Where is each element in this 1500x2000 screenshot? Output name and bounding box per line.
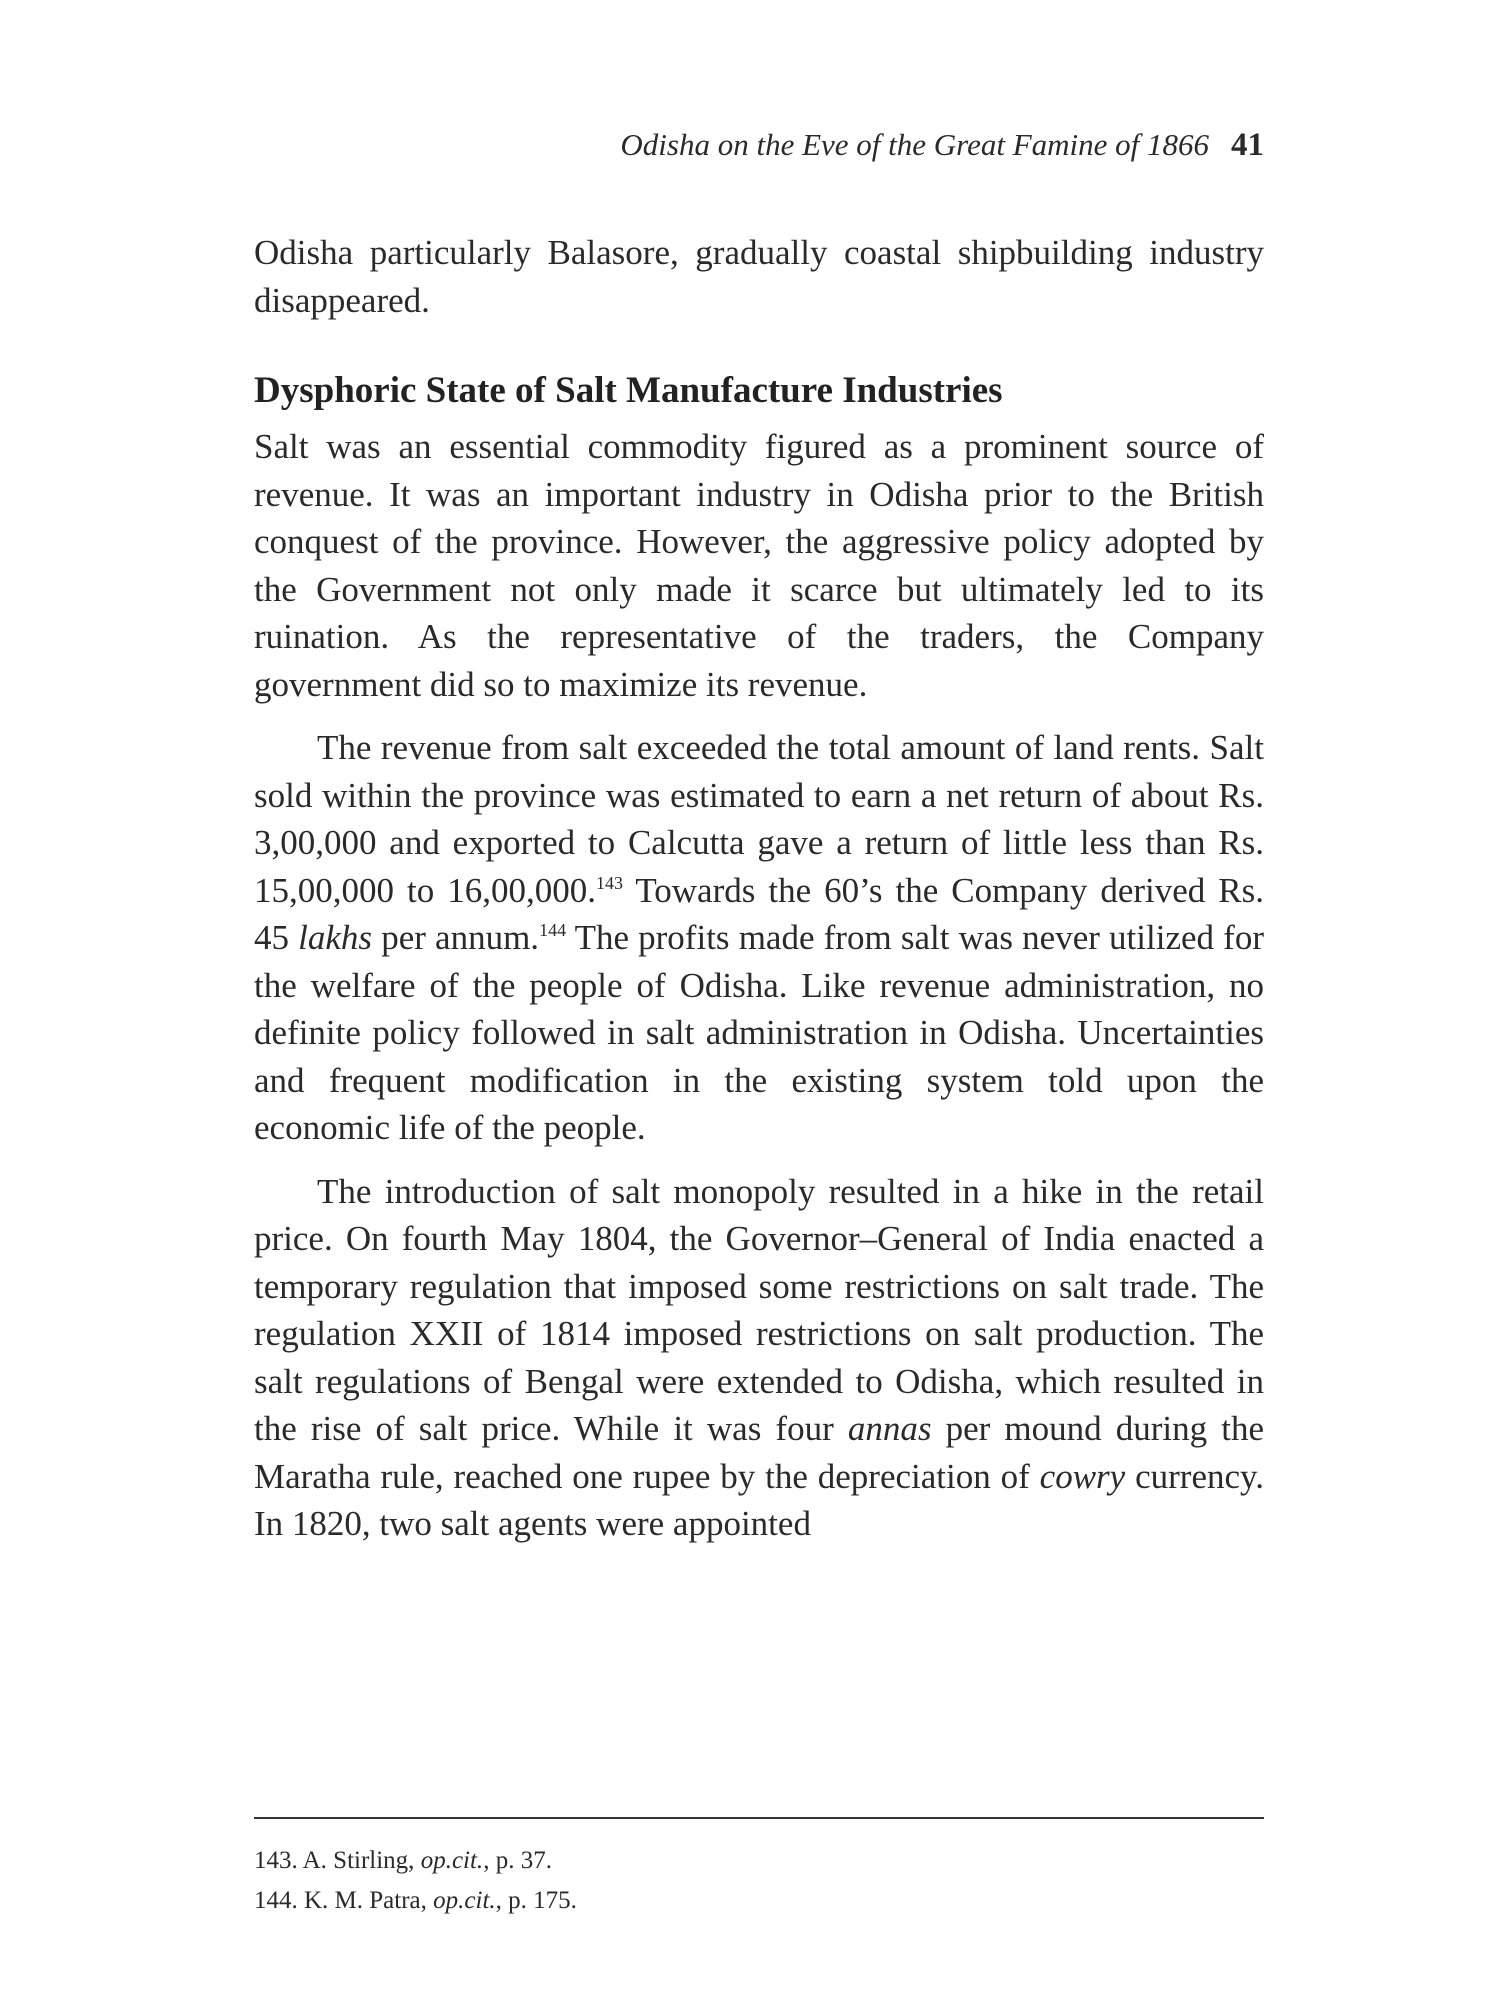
running-header (254, 125, 1264, 165)
footnote-143 (254, 1841, 1264, 1881)
paragraph-2-italic-lakhs: lakhs (298, 918, 373, 957)
footnote-ref-143: 143 (595, 872, 623, 893)
paragraph-2-text-a: The revenue from salt exceeded the total amount of land rents. Salt sold within the province was estimated to earn a net return of about Rs. 3,00,000 and exported to Calcutta gave a return of little less than Rs. 15,00,000 to 16,00,000. (254, 728, 1264, 910)
paragraph-1: Salt was an essential commodity figured as a prominent source of revenue. It was an important industry in Odisha prior to the British conquest of the province. However, the aggressive policy adopted by the Government not only made it scarce but ultimately led to its ruination. As the representative of the traders, the Company government did so to maximize its revenue. (254, 427, 1264, 704)
paragraph-3-text-b: per mound during the Maratha rule, reached one rupee by the depreciation of (254, 1409, 1264, 1496)
footnote-143-text: 143. A. Stirling, (254, 1847, 421, 1874)
footnotes (254, 1817, 1264, 1921)
paragraph-3-text-a: The introduction of salt monopoly resulted in a hike in the retail price. On fourth May 1804, the Governor–General of India enacted a temporary regulation that imposed some restrictions on salt trade. The regulation XXII of 1814 imposed restrictions on salt production. The salt regulations of Bengal were extended to Odisha, which resulted in the rise of salt price. While it was four (254, 1171, 1264, 1448)
paragraph-2-text-b: Towards the 60’s the Company derived Rs. 45 (254, 870, 1264, 957)
paragraph-3-italic-cowry: cowry (1039, 1456, 1126, 1496)
footnote-144-text: 144. K. M. Patra, (254, 1887, 434, 1914)
page-content (254, 125, 1264, 1548)
paragraph-3-text-c: currency. In 1820, two salt agents were appointed (254, 1456, 1264, 1543)
footnote-143-page: , p. 37. (483, 1847, 552, 1874)
paragraph-2 (254, 724, 1264, 1152)
paragraph-3-italic-annas: annas (847, 1409, 932, 1448)
footnote-143-italic: op.cit. (420, 1847, 484, 1874)
paragraph-3 (254, 1168, 1264, 1548)
page-number: 41 (1231, 127, 1264, 163)
footnote-144-page: , p. 175. (495, 1887, 577, 1914)
continued-paragraph: Odisha particularly Balasore, gradually coastal shipbuilding industry disappeared. (254, 233, 1264, 320)
running-header-title: Odisha on the Eve of the Great Famine of 1866 (620, 127, 1209, 162)
footnote-ref-144: 144 (539, 920, 567, 940)
paragraph-2-text-d: The profits made from salt was never utilized for the welfare of the people of Odisha. Like revenue administration, no definite policy followed in salt administration in Odisha. Uncertainties and frequent modification in the existing system told upon the economic life of the people. (254, 918, 1264, 1147)
footnote-144 (254, 1881, 1264, 1921)
footnote-144-italic: op.cit. (433, 1887, 496, 1914)
paragraph-2-text-c: per annum. (372, 918, 540, 957)
section-heading: Dysphoric State of Salt Manufacture Industries (254, 370, 1003, 411)
footnote-divider (254, 1817, 1264, 1819)
